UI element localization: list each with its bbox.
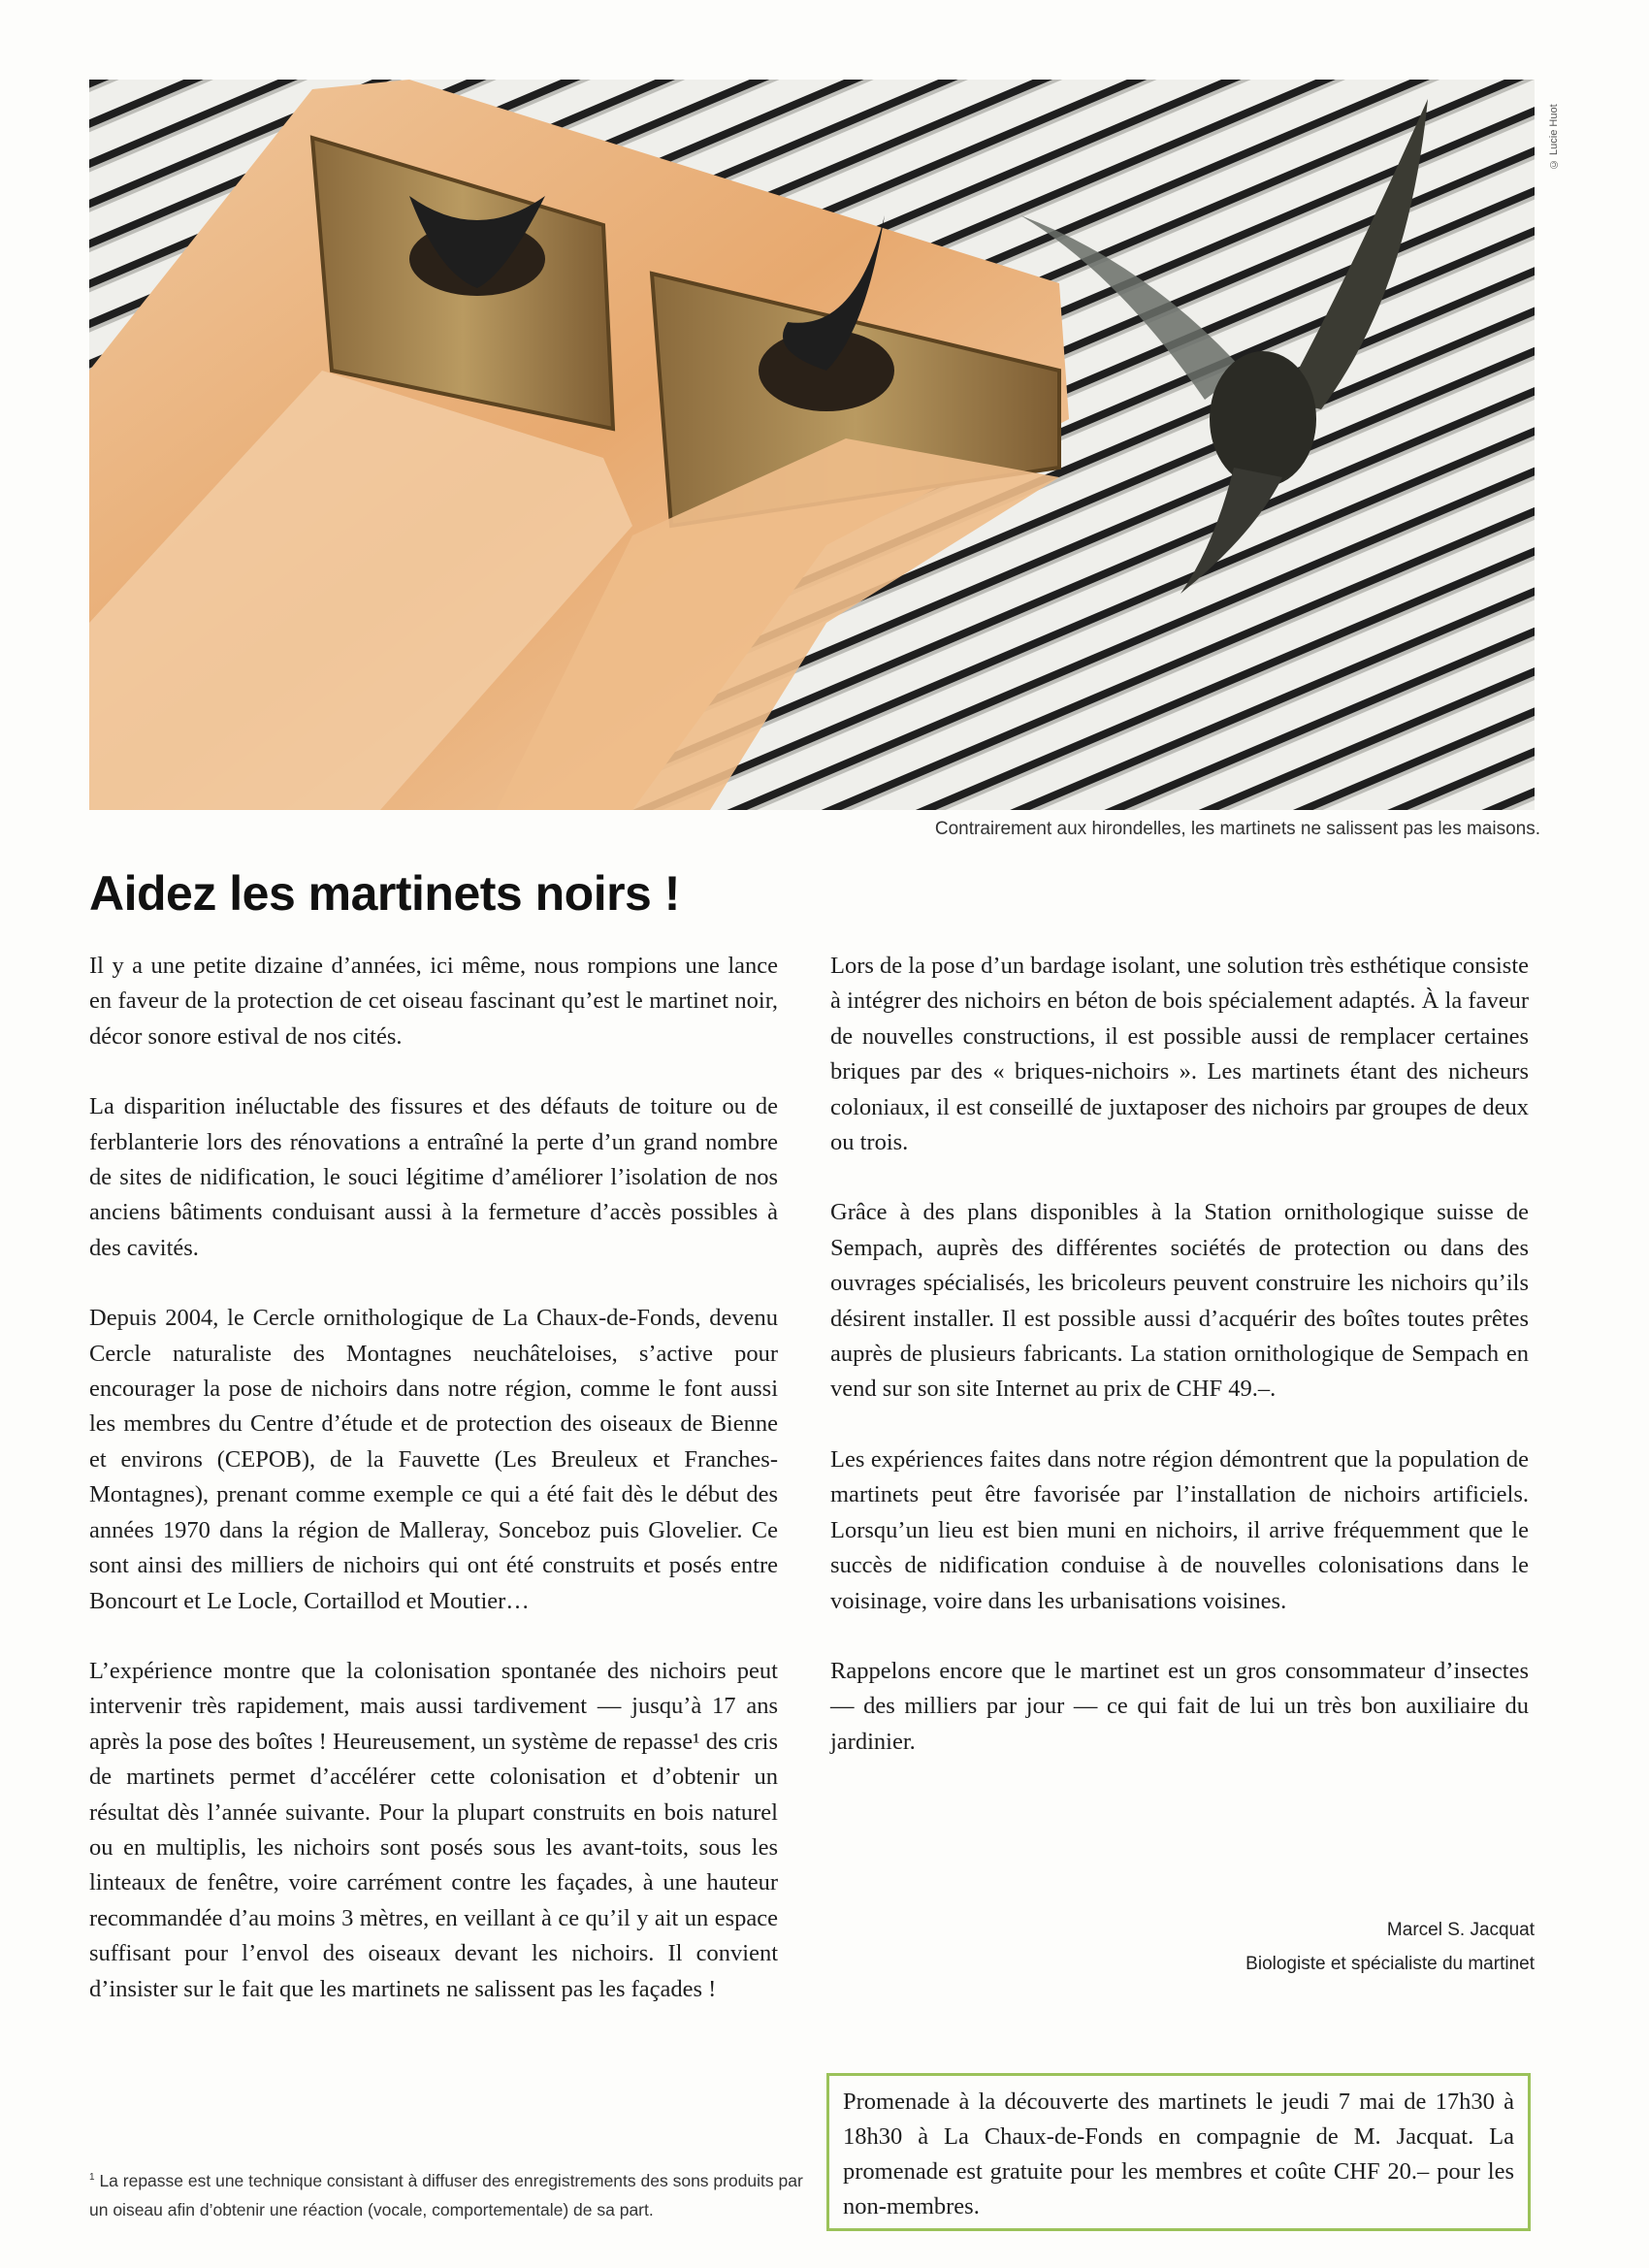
paragraph: Grâce à des plans disponibles à la Station ornithologique suisse de Sempach, auprès des différentes sociétés de protection ou dans des ouvrages spécialisés, les bricoleurs peuvent construire les nichoirs qu’ils désirent installer. Il est possible aussi d’acquérir des boîtes toutes prêtes auprès de plusieurs fabricants. La station ornithologique de Sempach en vend sur son site Internet au prix de CHF 49.–. (830, 1199, 1529, 1403)
author-name: Marcel S. Jacquat (1386, 1920, 1535, 1940)
footnote (89, 2163, 807, 2224)
paragraph: La disparition inéluctable des fissures et des défauts de toiture ou de ferblanterie lors des rénovations a entraîné la perte d’un grand nombre de sites de nidification, le souci légitime d’améliorer l’isolation de nos anciens bâtiments conduisant aussi à la fermeture d’accès possibles à des cavités. (89, 1093, 778, 1261)
photo-credit: © Lucie Huot (1548, 104, 1560, 170)
article-photo (89, 80, 1535, 810)
paragraph: Rappelons encore que le martinet est un gros consommateur d’insectes — des milliers par jour — ce qui fait de lui un très bon auxiliaire du jardinier. (830, 1657, 1529, 1755)
author-signature (1245, 1913, 1535, 1981)
event-announcement: Promenade à la découverte des martinets le jeudi 7 mai de 17h30 à 18h30 à La Chaux-de-Fonds en compagnie de M. Jacquat. La promenade est gratuite pour les membres et coûte CHF 20.– pour les non-membres. (826, 2073, 1531, 2231)
paragraph: Lors de la pose d’un bardage isolant, une solution très esthétique consiste à intégrer des nichoirs en béton de bois spécialement adaptés. À la faveur de nouvelles constructions, il est possible aussi de remplacer certaines briques par des « briques-nichoirs ». Les martinets étant des nicheurs coloniaux, il est conseillé de juxtaposer des nichoirs par groupes de deux ou trois. (830, 953, 1529, 1156)
paragraph: Il y a une petite dizaine d’années, ici même, nous rompions une lance en faveur de la protection de cet oiseau fascinant qu’est le martinet noir, décor sonore estival de nos cités. (89, 953, 778, 1050)
photo-caption: Contrairement aux hirondelles, les martinets ne salissent pas les maisons. (934, 819, 1540, 839)
article-title: Aidez les martinets noirs ! (89, 866, 680, 921)
paragraph: Les expériences faites dans notre région démontrent que la population de martinets peut être favorisée par l’installation de nichoirs artificiels. Lorsqu’un lieu est bien muni en nichoirs, il arrive fréquemment que le succès de nidification conduise à de nouvelles colonisations dans le voisinage, voire dans les urbanisations voisines. (830, 1445, 1529, 1614)
paragraph: Depuis 2004, le Cercle ornithologique de La Chaux-de-Fonds, devenu Cercle naturaliste des Montagnes neuchâteloises, s’active pour encourager la pose de nichoirs dans notre région, comme le font aussi les membres du Centre d’étude et de protection des oiseaux de Bienne et environs (CEPOB), de la Fauvette (Les Breuleux et Franches-Montagnes), prenant comme exemple ce qui a été fait dès le début des années 1970 dans la région de Malleray, Sonceboz puis Glovelier. Ce sont ainsi des milliers de nichoirs qui ont été construits et posés entre Boncourt et Le Locle, Cortaillod et Moutier… (89, 1305, 778, 1614)
paragraph: L’expérience montre que la colonisation spontanée des nichoirs peut intervenir très rapidement, mais aussi tardivement — jusqu’à 17 ans après la pose des boîtes ! Heureusement, un système de repasse¹ des cris de martinets permet d’accélérer cette colonisation et d’obtenir un résultat dès l’année suivante. Pour la plupart construits en bois naturel ou en multiplis, les nichoirs sont posés sous les avant-toits, sous les linteaux de fenêtre, voire carrément contre les façades, à une hauteur recommandée d’au moins 3 mètres, en veillant à ce qu’il y ait un espace suffisant pour l’envol des oiseaux devant les nichoirs. Il convient d’insister sur le fait que les martinets ne salissent pas les façades ! (89, 1657, 778, 2002)
article-column-left (89, 949, 778, 2042)
footnote-text: La repasse est une technique consistant à diffuser des enregistrements des sons produits par un oiseau afin d’obtenir une réaction (vocale, comportementale) de sa part. (89, 2170, 803, 2219)
author-role: Biologiste et spécialiste du martinet (1245, 1954, 1535, 1974)
footnote-mark: 1 (89, 2172, 95, 2183)
swift-nestbox-illustration (89, 80, 1535, 810)
article-column-right (830, 949, 1529, 1795)
